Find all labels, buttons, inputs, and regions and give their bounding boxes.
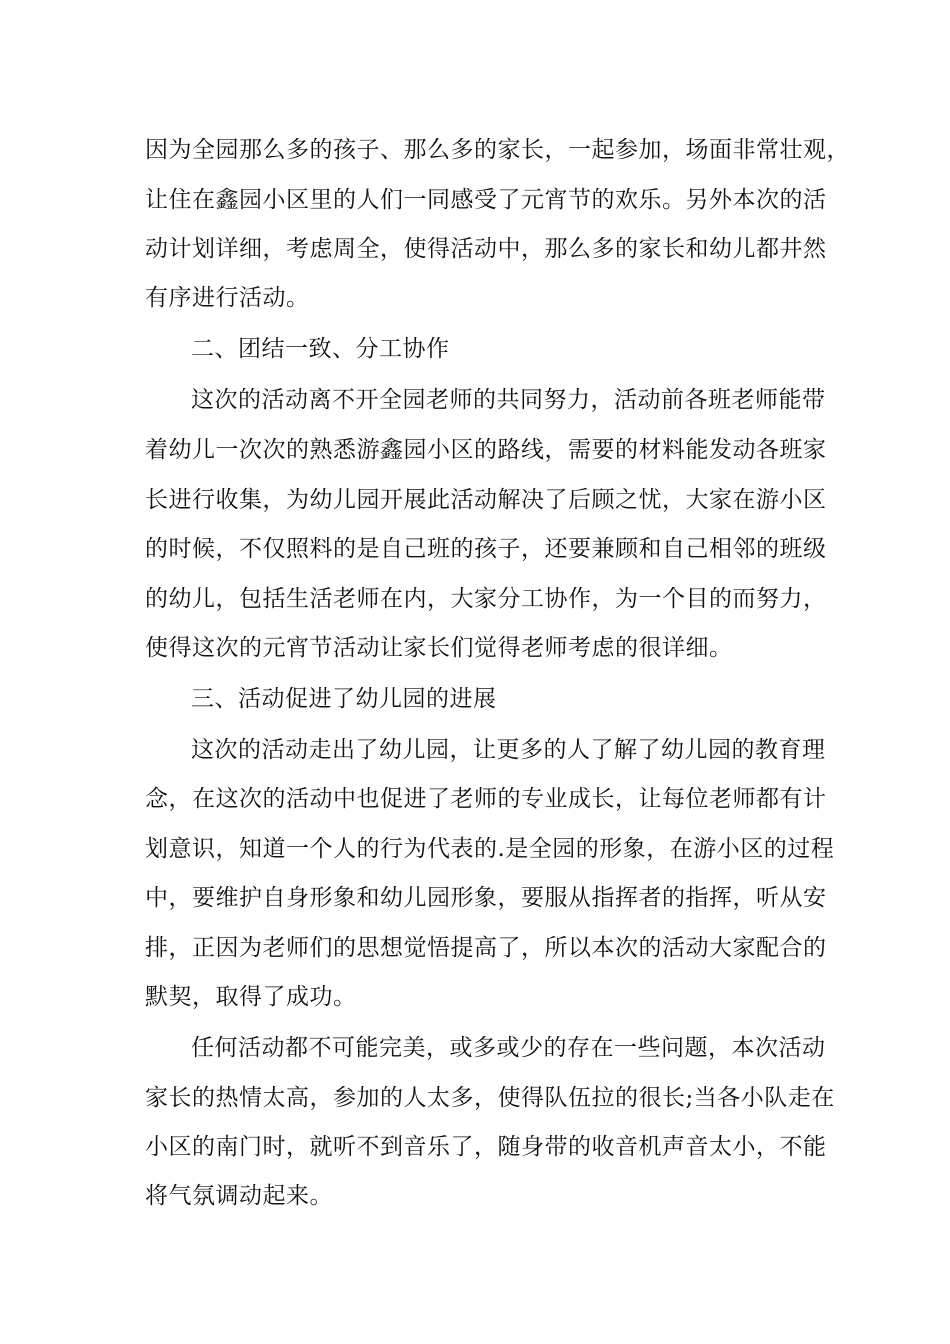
- paragraph-3-line-3: 划意识，知道一个人的行为代表的.是全园的形象，在游小区的过程: [145, 836, 835, 862]
- paragraph-1-line-1: 因为全园那么多的孩子、那么多的家长，一起参加，场面非常壮观，: [145, 137, 850, 163]
- paragraph-3-line-1: 这次的活动走出了幼儿园，让更多的人了解了幼儿园的教育理: [191, 737, 826, 763]
- section-heading-3: 三、活动促进了幼儿园的进展: [191, 686, 497, 712]
- paragraph-2-line-6: 使得这次的元宵节活动让家长们觉得老师考虑的很详细。: [145, 635, 733, 661]
- paragraph-2-line-4: 的时候，不仅照料的是自己班的孩子，还要兼顾和自己相邻的班级: [145, 536, 827, 562]
- paragraph-4-line-1: 任何活动都不可能完美，或多或少的存在一些问题，本次活动: [191, 1035, 826, 1061]
- paragraph-3-line-2: 念，在这次的活动中也促进了老师的专业成长，让每位老师都有计: [145, 786, 827, 812]
- paragraph-1-line-4: 有序进行活动。: [145, 285, 310, 311]
- paragraph-4-line-4: 将气氛调动起来。: [145, 1183, 333, 1209]
- paragraph-2-line-3: 长进行收集，为幼儿园开展此活动解决了后顾之忧，大家在游小区: [145, 487, 827, 513]
- paragraph-4-line-2: 家长的热情太高，参加的人太多，使得队伍拉的很长;当各小队走在: [145, 1085, 835, 1111]
- section-heading-2: 二、团结一致、分工协作: [191, 336, 450, 362]
- paragraph-3-line-6: 默契，取得了成功。: [145, 984, 357, 1010]
- paragraph-1-line-2: 让住在鑫园小区里的人们一同感受了元宵节的欢乐。另外本次的活: [145, 187, 827, 213]
- paragraph-1-line-3: 动计划详细，考虑周全，使得活动中，那么多的家长和幼儿都井然: [145, 236, 827, 262]
- paragraph-2-line-1: 这次的活动离不开全园老师的共同努力，活动前各班老师能带: [191, 387, 826, 413]
- paragraph-3-line-5: 排，正因为老师们的思想觉悟提高了，所以本次的活动大家配合的: [145, 935, 827, 961]
- paragraph-2-line-5: 的幼儿，包括生活老师在内，大家分工协作，为一个目的而努力，: [145, 586, 827, 612]
- paragraph-2-line-2: 着幼儿一次次的熟悉游鑫园小区的路线，需要的材料能发动各班家: [145, 437, 827, 463]
- paragraph-3-line-4: 中，要维护自身形象和幼儿园形象，要服从指挥者的指挥，听从安: [145, 885, 827, 911]
- paragraph-4-line-3: 小区的南门时，就听不到音乐了，随身带的收音机声音太小，不能: [145, 1134, 827, 1160]
